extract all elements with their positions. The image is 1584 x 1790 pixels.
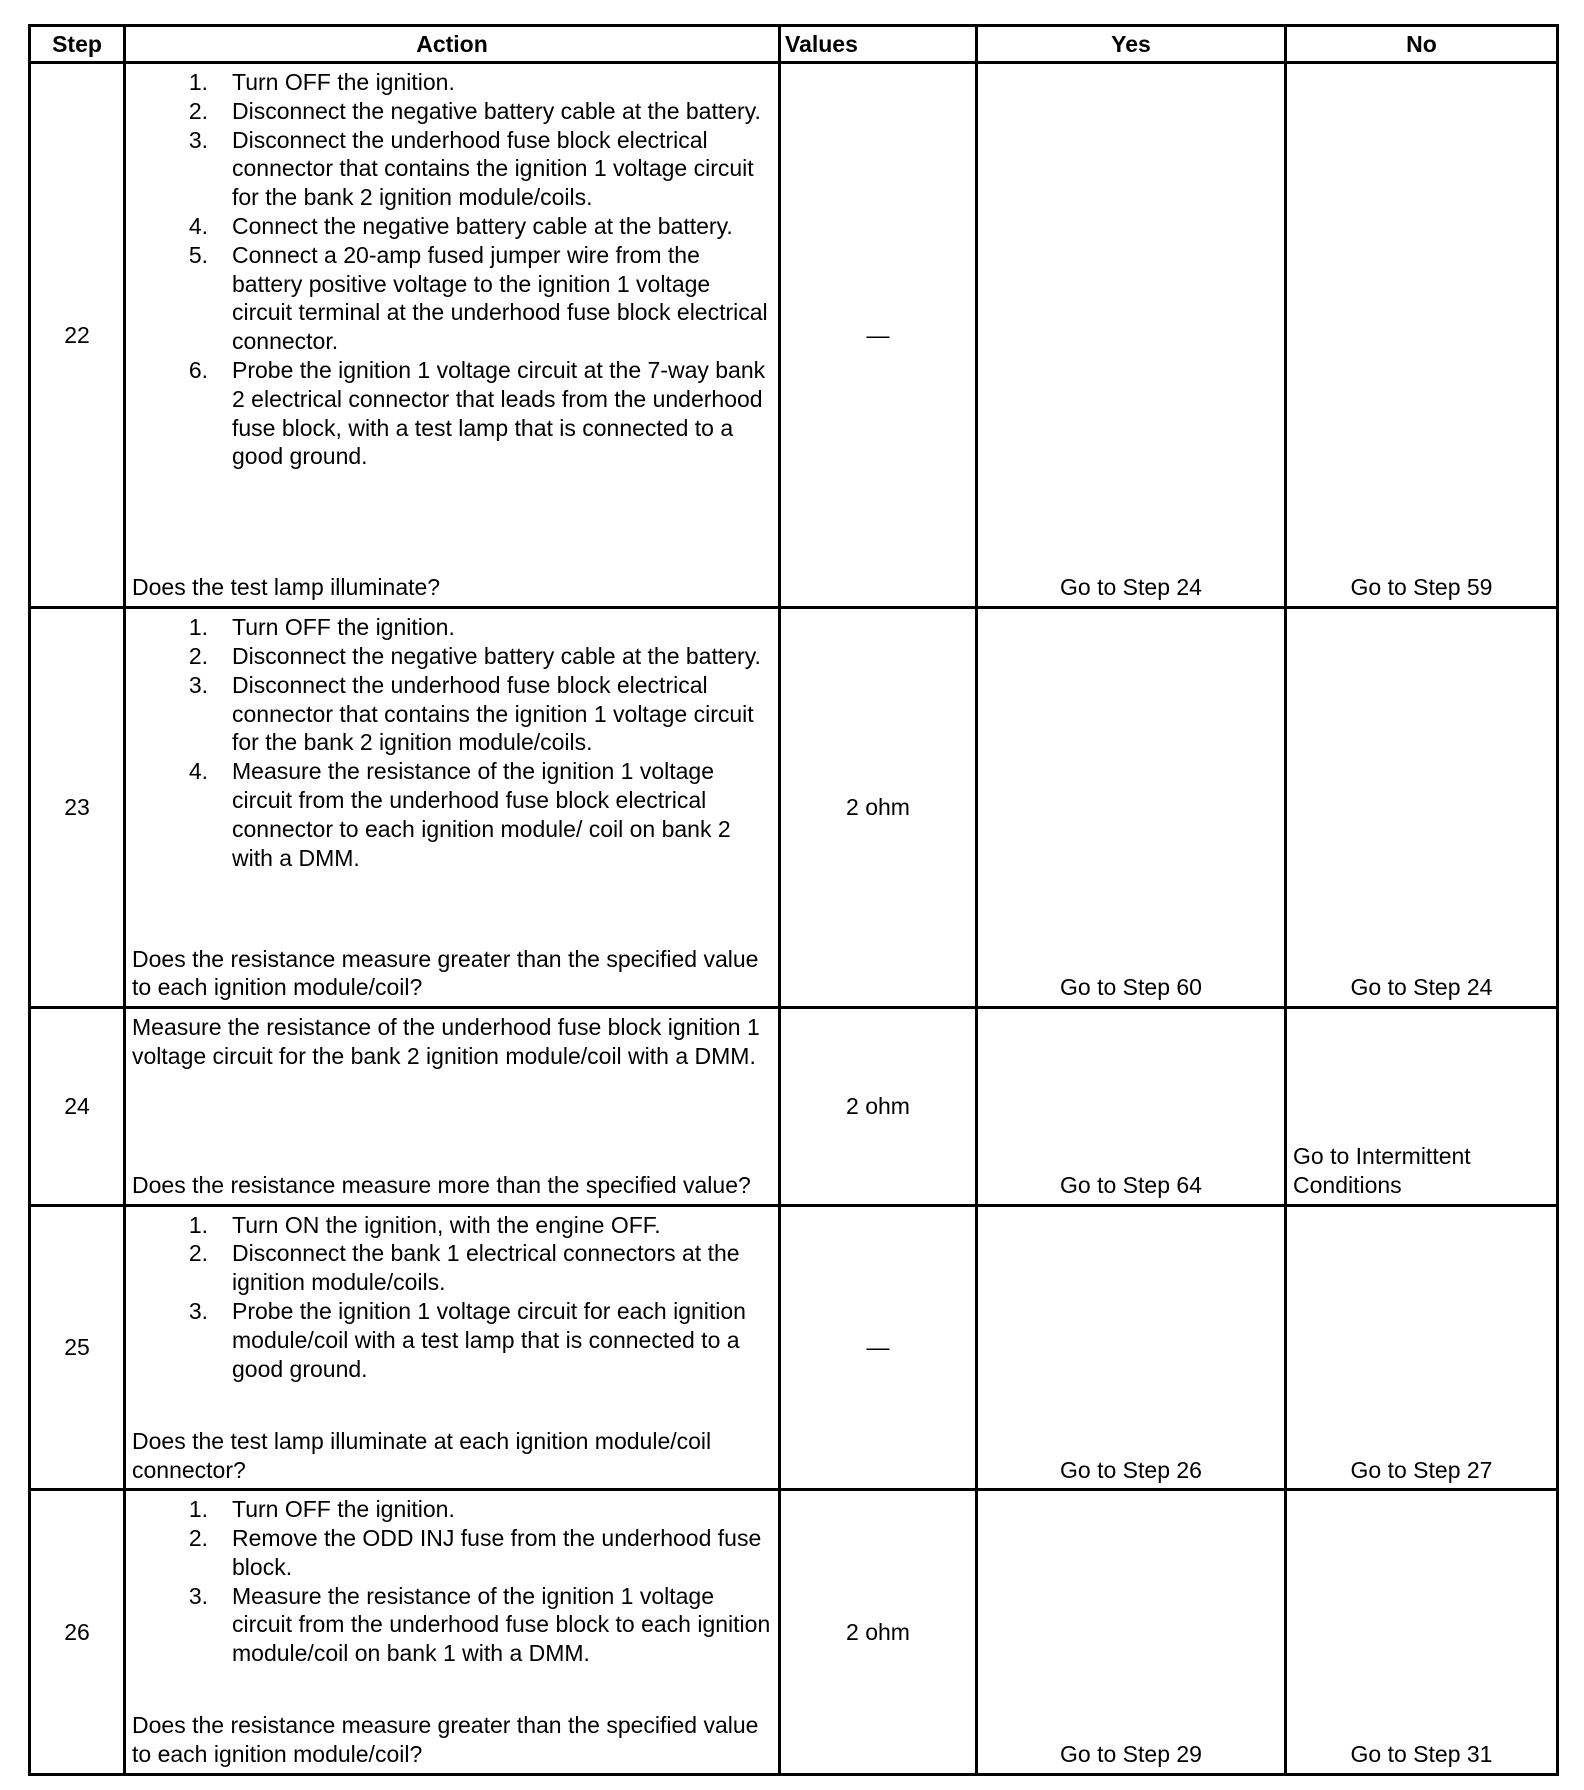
- yes-link[interactable]: Go to Step 64: [977, 1008, 1286, 1205]
- action-steps: [132, 613, 772, 872]
- list-item: 1. Turn OFF the ignition.: [188, 614, 455, 641]
- step-number: 22: [30, 63, 125, 608]
- action-question: Does the test lamp illuminate at each ignition module/coil connector?: [132, 1427, 712, 1483]
- table-row: [30, 608, 1558, 1008]
- list-item: 6. Probe the ignition 1 voltage circuit at the 7-way bank 2 electrical connector that leads from the underhood fuse block, with a test lamp that is connected to a good ground.: [188, 356, 766, 470]
- action-steps: [132, 1495, 772, 1668]
- action-cell: [125, 1490, 780, 1775]
- action-cell: [125, 63, 780, 608]
- no-link[interactable]: Go to Intermittent Conditions: [1286, 1008, 1558, 1205]
- no-link[interactable]: Go to Step 24: [1286, 608, 1558, 1008]
- table-row: [30, 1205, 1558, 1490]
- yes-link[interactable]: Go to Step 29: [977, 1490, 1286, 1775]
- header-step: Step: [30, 26, 125, 63]
- header-row: [30, 26, 1558, 63]
- action-cell: [125, 1205, 780, 1490]
- spec-value: 2 ohm: [780, 608, 977, 1008]
- step-number: 24: [30, 1008, 125, 1205]
- list-item: 3. Probe the ignition 1 voltage circuit for each ignition module/coil with a test lamp that is connected to a good ground.: [188, 1298, 746, 1382]
- yes-link[interactable]: Go to Step 60: [977, 608, 1286, 1008]
- yes-link[interactable]: Go to Step 26: [977, 1205, 1286, 1490]
- spec-value: 2 ohm: [780, 1008, 977, 1205]
- step-number: 23: [30, 608, 125, 1008]
- diagnostic-table: [28, 24, 1559, 1776]
- action-question: Does the resistance measure more than the specified value?: [132, 1171, 751, 1198]
- action-text: Measure the resistance of the underhood fuse block ignition 1 voltage circuit for the bank 2 ignition module/coil with a DMM.: [132, 1014, 760, 1069]
- list-item: 3. Disconnect the underhood fuse block electrical connector that contains the ignition 1 voltage circuit for the bank 2 ignition module/coils.: [188, 671, 754, 756]
- list-item: 1. Turn OFF the ignition.: [188, 69, 455, 95]
- action-question: Does the resistance measure greater than the specified value to each ignition module/coil?: [132, 1712, 759, 1768]
- action-question: Does the test lamp illuminate?: [132, 574, 441, 601]
- no-link[interactable]: Go to Step 31: [1286, 1490, 1558, 1775]
- header-action: Action: [125, 26, 780, 63]
- list-item: 2. Disconnect the negative battery cable at the battery.: [188, 97, 761, 124]
- header-values: Values: [780, 26, 977, 63]
- table-row: [30, 1490, 1558, 1775]
- action-steps: [132, 1211, 772, 1384]
- list-item: 4. Measure the resistance of the ignition 1 voltage circuit from the underhood fuse block electrical connector to each ignition module/ coil on bank 2 with a DMM.: [188, 758, 731, 871]
- action-steps: [132, 68, 772, 471]
- table-row: [30, 63, 1558, 608]
- step-number: 25: [30, 1205, 125, 1490]
- list-item: 2. Disconnect the negative battery cable at the battery.: [188, 643, 761, 670]
- spec-value: 2 ohm: [780, 1490, 977, 1775]
- list-item: 2. Remove the ODD INJ fuse from the underhood fuse block.: [188, 1525, 762, 1580]
- spec-value: —: [780, 63, 977, 608]
- list-item: 5. Connect a 20-amp fused jumper wire from the battery positive voltage to the ignition 1 voltage circuit terminal at the underhood fuse block electrical connector.: [188, 241, 768, 355]
- list-item: 4. Connect the negative battery cable at the battery.: [188, 212, 733, 239]
- list-item: 3. Disconnect the underhood fuse block electrical connector that contains the ignition 1 voltage circuit for the bank 2 ignition module/coils.: [188, 126, 754, 211]
- list-item: 1. Turn OFF the ignition.: [188, 1496, 455, 1523]
- action-cell: [125, 1008, 780, 1205]
- action-cell: [125, 608, 780, 1008]
- action-question: Does the resistance measure greater than the specified value to each ignition module/coil?: [132, 945, 759, 1001]
- list-item: 3. Measure the resistance of the ignition 1 voltage circuit from the underhood fuse block to each ignition module/coil on bank 1 with a DMM.: [188, 1582, 771, 1667]
- list-item: 2. Disconnect the bank 1 electrical connectors at the ignition module/coils.: [188, 1240, 740, 1296]
- no-link[interactable]: Go to Step 59: [1286, 63, 1558, 608]
- header-no: No: [1286, 26, 1558, 63]
- list-item: 1. Turn ON the ignition, with the engine OFF.: [188, 1211, 661, 1238]
- yes-link[interactable]: Go to Step 24: [977, 63, 1286, 608]
- header-yes: Yes: [977, 26, 1286, 63]
- no-link[interactable]: Go to Step 27: [1286, 1205, 1558, 1490]
- table-row: [30, 1008, 1558, 1205]
- spec-value: —: [780, 1205, 977, 1490]
- step-number: 26: [30, 1490, 125, 1775]
